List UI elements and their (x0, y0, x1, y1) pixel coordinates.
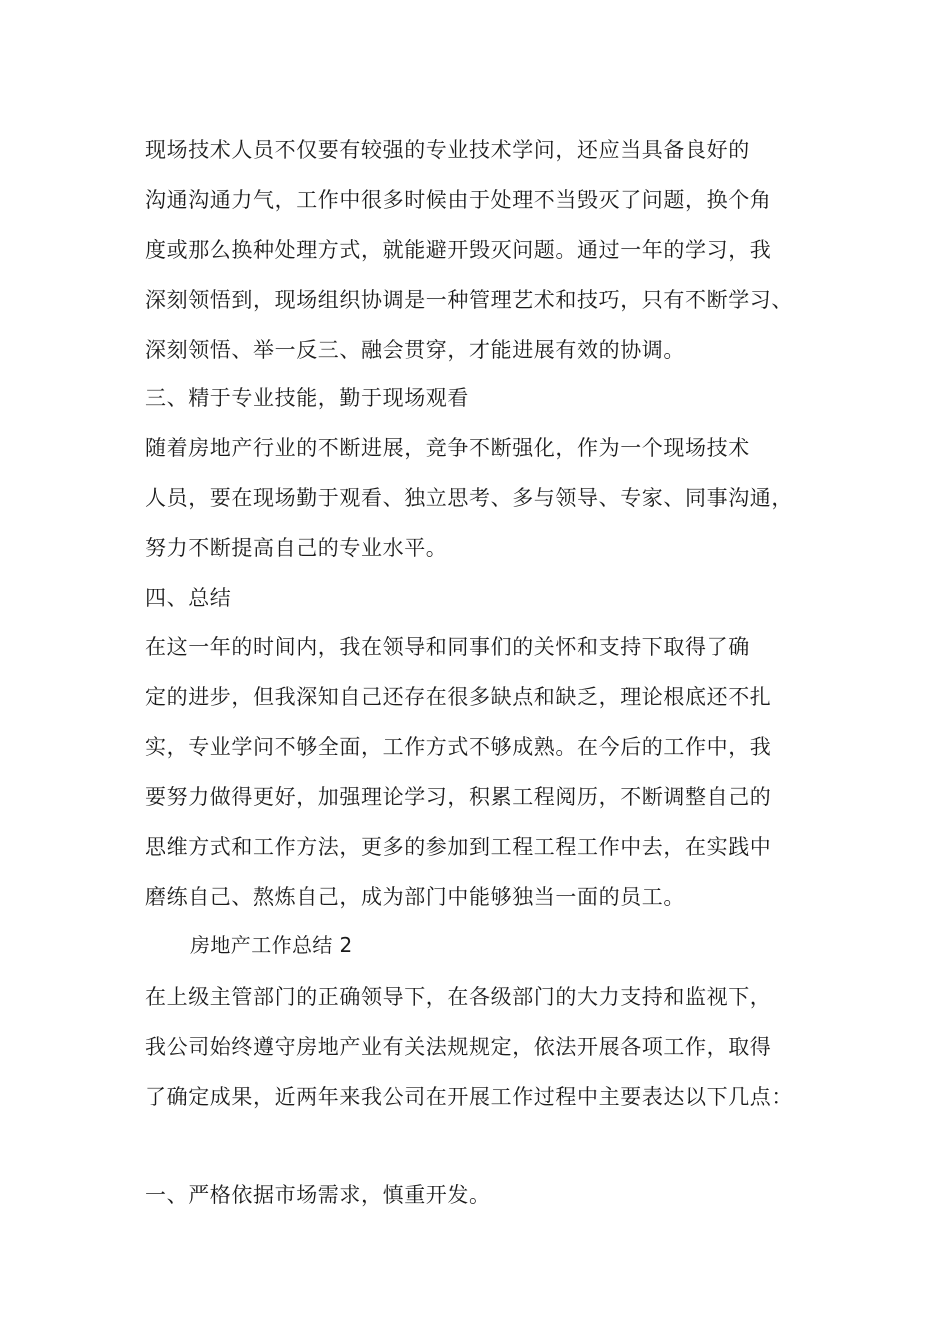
document-subtitle: 房地产工作总结 2 (190, 933, 353, 957)
paragraph-line: 在上级主管部门的正确领导下，在各级部门的大力支持和监视下， (145, 985, 772, 1009)
section-heading: 四、总结 (145, 586, 232, 610)
paragraph-line: 努力不断提高自己的专业水平。 (145, 536, 448, 560)
paragraph-line: 定的进步，但我深知自己还存在很多缺点和缺乏，理论根底还不扎 (145, 685, 772, 709)
paragraph-line: 了确定成果，近两年来我公司在开展工作过程中主要表达以下几点： (145, 1085, 793, 1109)
paragraph-line: 实，专业学问不够全面，工作方式不够成熟。在今后的工作中，我 (145, 735, 772, 759)
paragraph-line: 思维方式和工作方法，更多的参加到工程工程工作中去，在实践中 (145, 835, 772, 859)
paragraph-line: 深刻领悟、举一反三、融会贯穿，才能进展有效的协调。 (145, 338, 685, 362)
paragraph-line: 在这一年的时间内，我在领导和同事们的关怀和支持下取得了确 (145, 635, 750, 659)
paragraph-line: 深刻领悟到，现场组织协调是一种管理艺术和技巧，只有不断学习、 (145, 288, 793, 312)
paragraph-line: 沟通沟通力气，工作中很多时候由于处理不当毁灭了问题，换个角 (145, 188, 772, 212)
paragraph-line: 要努力做得更好，加强理论学习，积累工程阅历，不断调整自己的 (145, 785, 772, 809)
paragraph-line: 磨练自己、熬炼自己，成为部门中能够独当一面的员工。 (145, 885, 685, 909)
paragraph-line: 我公司始终遵守房地产业有关法规规定，依法开展各项工作，取得 (145, 1035, 772, 1059)
section-heading: 三、精于专业技能，勤于现场观看 (145, 386, 469, 410)
paragraph-line: 度或那么换种处理方式，就能避开毁灭问题。通过一年的学习，我 (145, 238, 772, 262)
paragraph-line: 人员，要在现场勤于观看、独立思考、多与领导、专家、同事沟通， (145, 486, 793, 510)
paragraph-line: 随着房地产行业的不断进展，竞争不断强化，作为一个现场技术 (145, 436, 750, 460)
paragraph-line: 现场技术人员不仅要有较强的专业技术学问，还应当具备良好的 (145, 138, 750, 162)
section-heading: 一、严格依据市场需求，慎重开发。 (145, 1183, 491, 1207)
